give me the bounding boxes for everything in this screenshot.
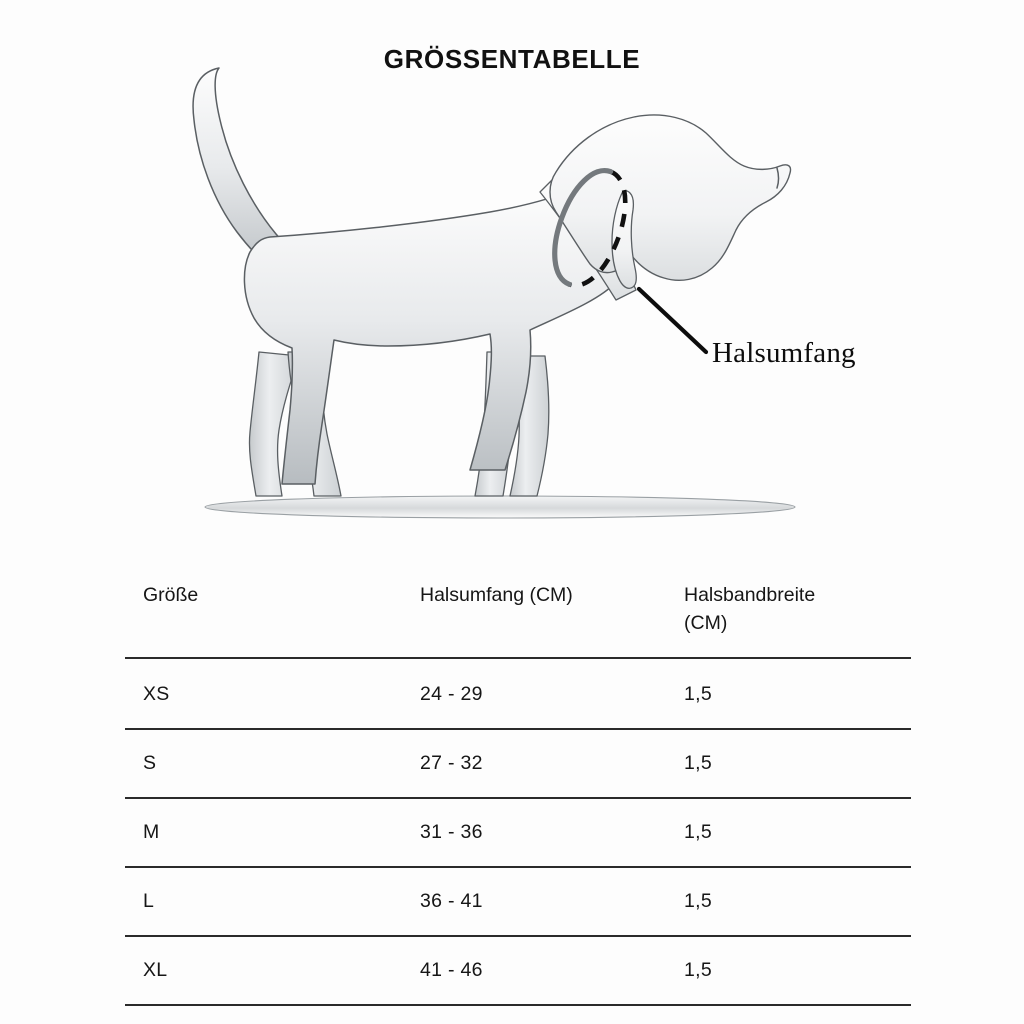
cell-neck: 36 - 41 <box>402 867 666 936</box>
cell-size: XL <box>125 936 402 1005</box>
cell-size: S <box>125 729 402 798</box>
table-header-row <box>125 560 911 658</box>
table-row <box>125 729 911 798</box>
column-header-collar-width <box>666 560 911 658</box>
callout-leader-line <box>639 289 706 352</box>
cell-width: 1,5 <box>666 936 911 1005</box>
column-header-neck-circumference: Halsumfang (CM) <box>402 560 666 658</box>
dog-head <box>550 115 791 280</box>
column-header-collar-width-line1: Halsbandbreite <box>684 584 816 606</box>
page-title: GRÖSSENTABELLE <box>383 44 641 74</box>
cell-neck: 31 - 36 <box>402 798 666 867</box>
table-head <box>125 560 911 658</box>
table-row <box>125 936 911 1005</box>
cell-size: L <box>125 867 402 936</box>
table-row <box>125 867 911 936</box>
table-row <box>125 798 911 867</box>
cell-width: 1,5 <box>666 658 911 729</box>
column-header-collar-width-line2: (CM) <box>684 611 728 634</box>
table-row <box>125 658 911 729</box>
cell-width: 1,5 <box>666 729 911 798</box>
table-body <box>125 658 911 1005</box>
size-table <box>125 560 911 1006</box>
ground-shadow-ellipse <box>205 496 795 518</box>
size-table-grid <box>125 560 911 1006</box>
cell-neck: 24 - 29 <box>402 658 666 729</box>
column-header-size: Größe <box>125 560 402 658</box>
halsumfang-callout-label: Halsumfang <box>712 337 856 369</box>
cell-width: 1,5 <box>666 867 911 936</box>
cell-size: XS <box>125 658 402 729</box>
cell-size: M <box>125 798 402 867</box>
cell-neck: 27 - 32 <box>402 729 666 798</box>
cell-width: 1,5 <box>666 798 911 867</box>
cell-neck: 41 - 46 <box>402 936 666 1005</box>
